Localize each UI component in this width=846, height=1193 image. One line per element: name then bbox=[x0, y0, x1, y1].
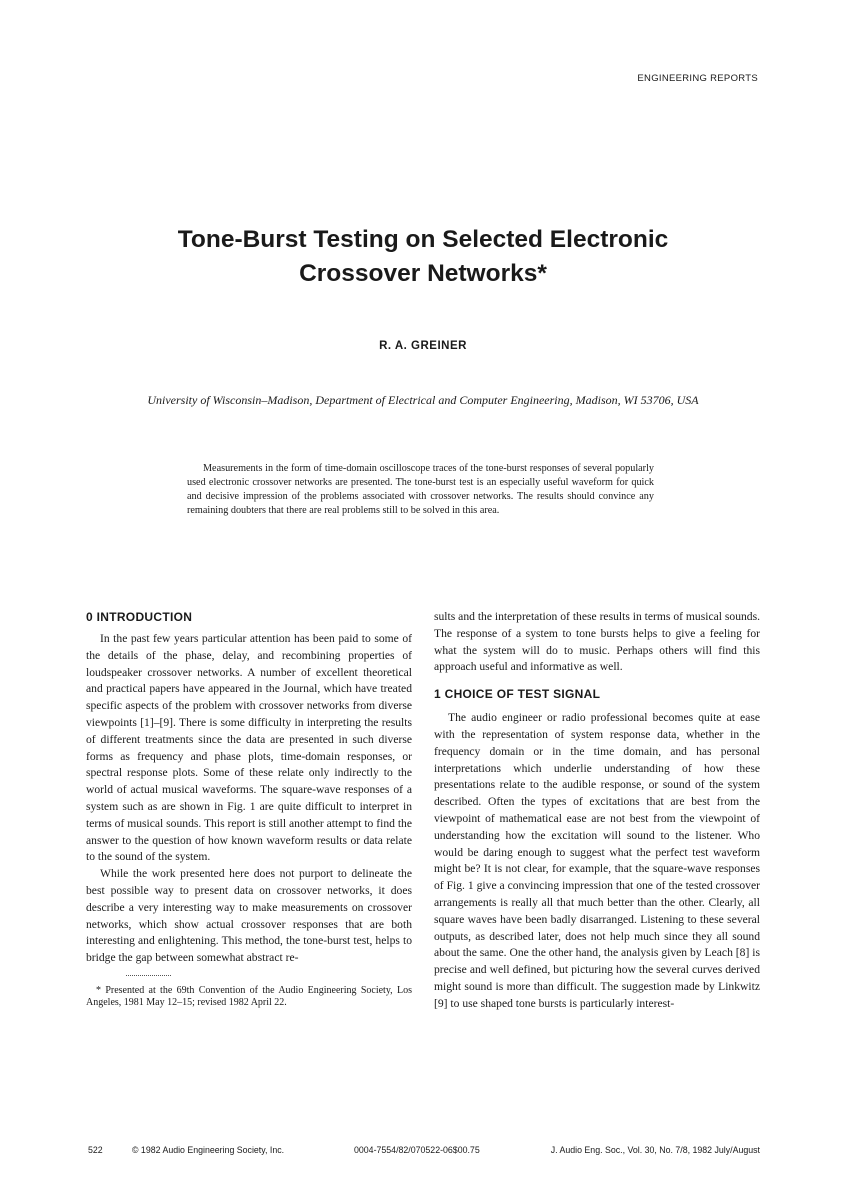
author-name: R. A. GREINER bbox=[379, 340, 467, 352]
page-footer bbox=[88, 1145, 760, 1155]
right-column bbox=[434, 609, 760, 1013]
running-head: ENGINEERING REPORTS bbox=[637, 73, 758, 84]
title-line-2: Crossover Networks* bbox=[299, 260, 547, 287]
paper-title bbox=[0, 223, 846, 291]
journal-citation: J. Audio Eng. Soc., Vol. 30, No. 7/8, 1982 July/August bbox=[550, 1145, 760, 1155]
intro-paragraph-1: In the past few years particular attention has been paid to some of the details of the phase, delay, and recombining properties of loudspeaker crossover networks. A number of excellent theoretical and practical papers have appeared in the Journal, which have treated specific aspects of the problem with crossover networks from diverse viewpoints [1]–[9]. There is some difficulty in interpreting the results of different treatments since the data are presented in such diverse forms as frequency and phase plots, time-domain responses, or spectral response plots. Some of these relate only indirectly to the world of actual musical waveforms. The square-wave responses of a system such as are shown in Fig. 1 are quite difficult to interpret in terms of musical sounds. This report is still another attempt to find the answer to the question of how known waveform results or data relate to the sound of the system. bbox=[86, 632, 412, 864]
author-affiliation: University of Wisconsin–Madison, Department of Electrical and Computer Engineering, Madison, WI 53706, USA bbox=[147, 393, 699, 407]
section-heading-choice-of-test-signal: 1 CHOICE OF TEST SIGNAL bbox=[434, 687, 601, 702]
section-heading-introduction: 0 INTRODUCTION bbox=[86, 610, 193, 624]
left-column bbox=[86, 609, 412, 1009]
footnote-rule bbox=[126, 975, 171, 976]
page-number: 522 bbox=[88, 1145, 103, 1155]
footnote: * Presented at the 69th Convention of the Audio Engineering Society, Los Angeles, 1981 May 12–15; revised 1982 April 22. bbox=[86, 984, 412, 1009]
copyright-notice: © 1982 Audio Engineering Society, Inc. bbox=[132, 1145, 285, 1155]
choice-paragraph-1: The audio engineer or radio professional becomes quite at ease with the representation of system response data, whether in the frequency domain or in the time domain, and has personal interpretations which underlie understanding of how these presentations relate to the audible response, or sound of the system described. Often the types of excitations that are best from the viewpoint of mathematical ease are not best from the viewpoint of understanding how the excitation will sound to the listener. Who would be daring enough to suggest what the perfect test waveform might be? It is not clear, for example, that the square-wave responses of Fig. 1 give a convincing impression that one of the tested crossover arrangements is really all that much better than the other. Clearly, all square waves have been badly disarranged. Listening to these several outputs, as described later, does not help much since they all sound about the same. One the other hand, the analysis given by Leach [8] is precise and well defined, but picturing how the several curves derived might sound is more than difficult. The suggestion made by Linkwitz [9] to use shaped tone bursts is particularly interest- bbox=[434, 711, 760, 1010]
title-line-1: Tone-Burst Testing on Selected Electronic bbox=[177, 226, 669, 253]
intro-paragraph-2: While the work presented here does not purport to delineate the best possible way to present data on crossover networks, it does describe a very interesting way to make measurements on crossover networks, which show actual crossover responses that are both interesting and enlightening. This method, the tone-burst test, helps to bridge the gap between somewhat abstract re- bbox=[86, 867, 412, 965]
abstract: Measurements in the form of time-domain oscilloscope traces of the tone-burst responses of several popularly used electronic crossover networks are presented. The tone-burst test is an especially useful waveform for quick and decisive impression of the problems associated with crossover networks. The results should convince any remaining doubters that there are real problems still to be solved in this area. bbox=[187, 463, 654, 516]
intro-paragraph-2-continued: sults and the interpretation of these results in terms of musical sounds. The response of a system to tone bursts helps to give a feeling for what the system will do to music. Perhaps others will find this approach useful and informative as well. bbox=[434, 610, 760, 674]
article-code: 0004-7554/82/070522-06$00.75 bbox=[354, 1145, 480, 1155]
